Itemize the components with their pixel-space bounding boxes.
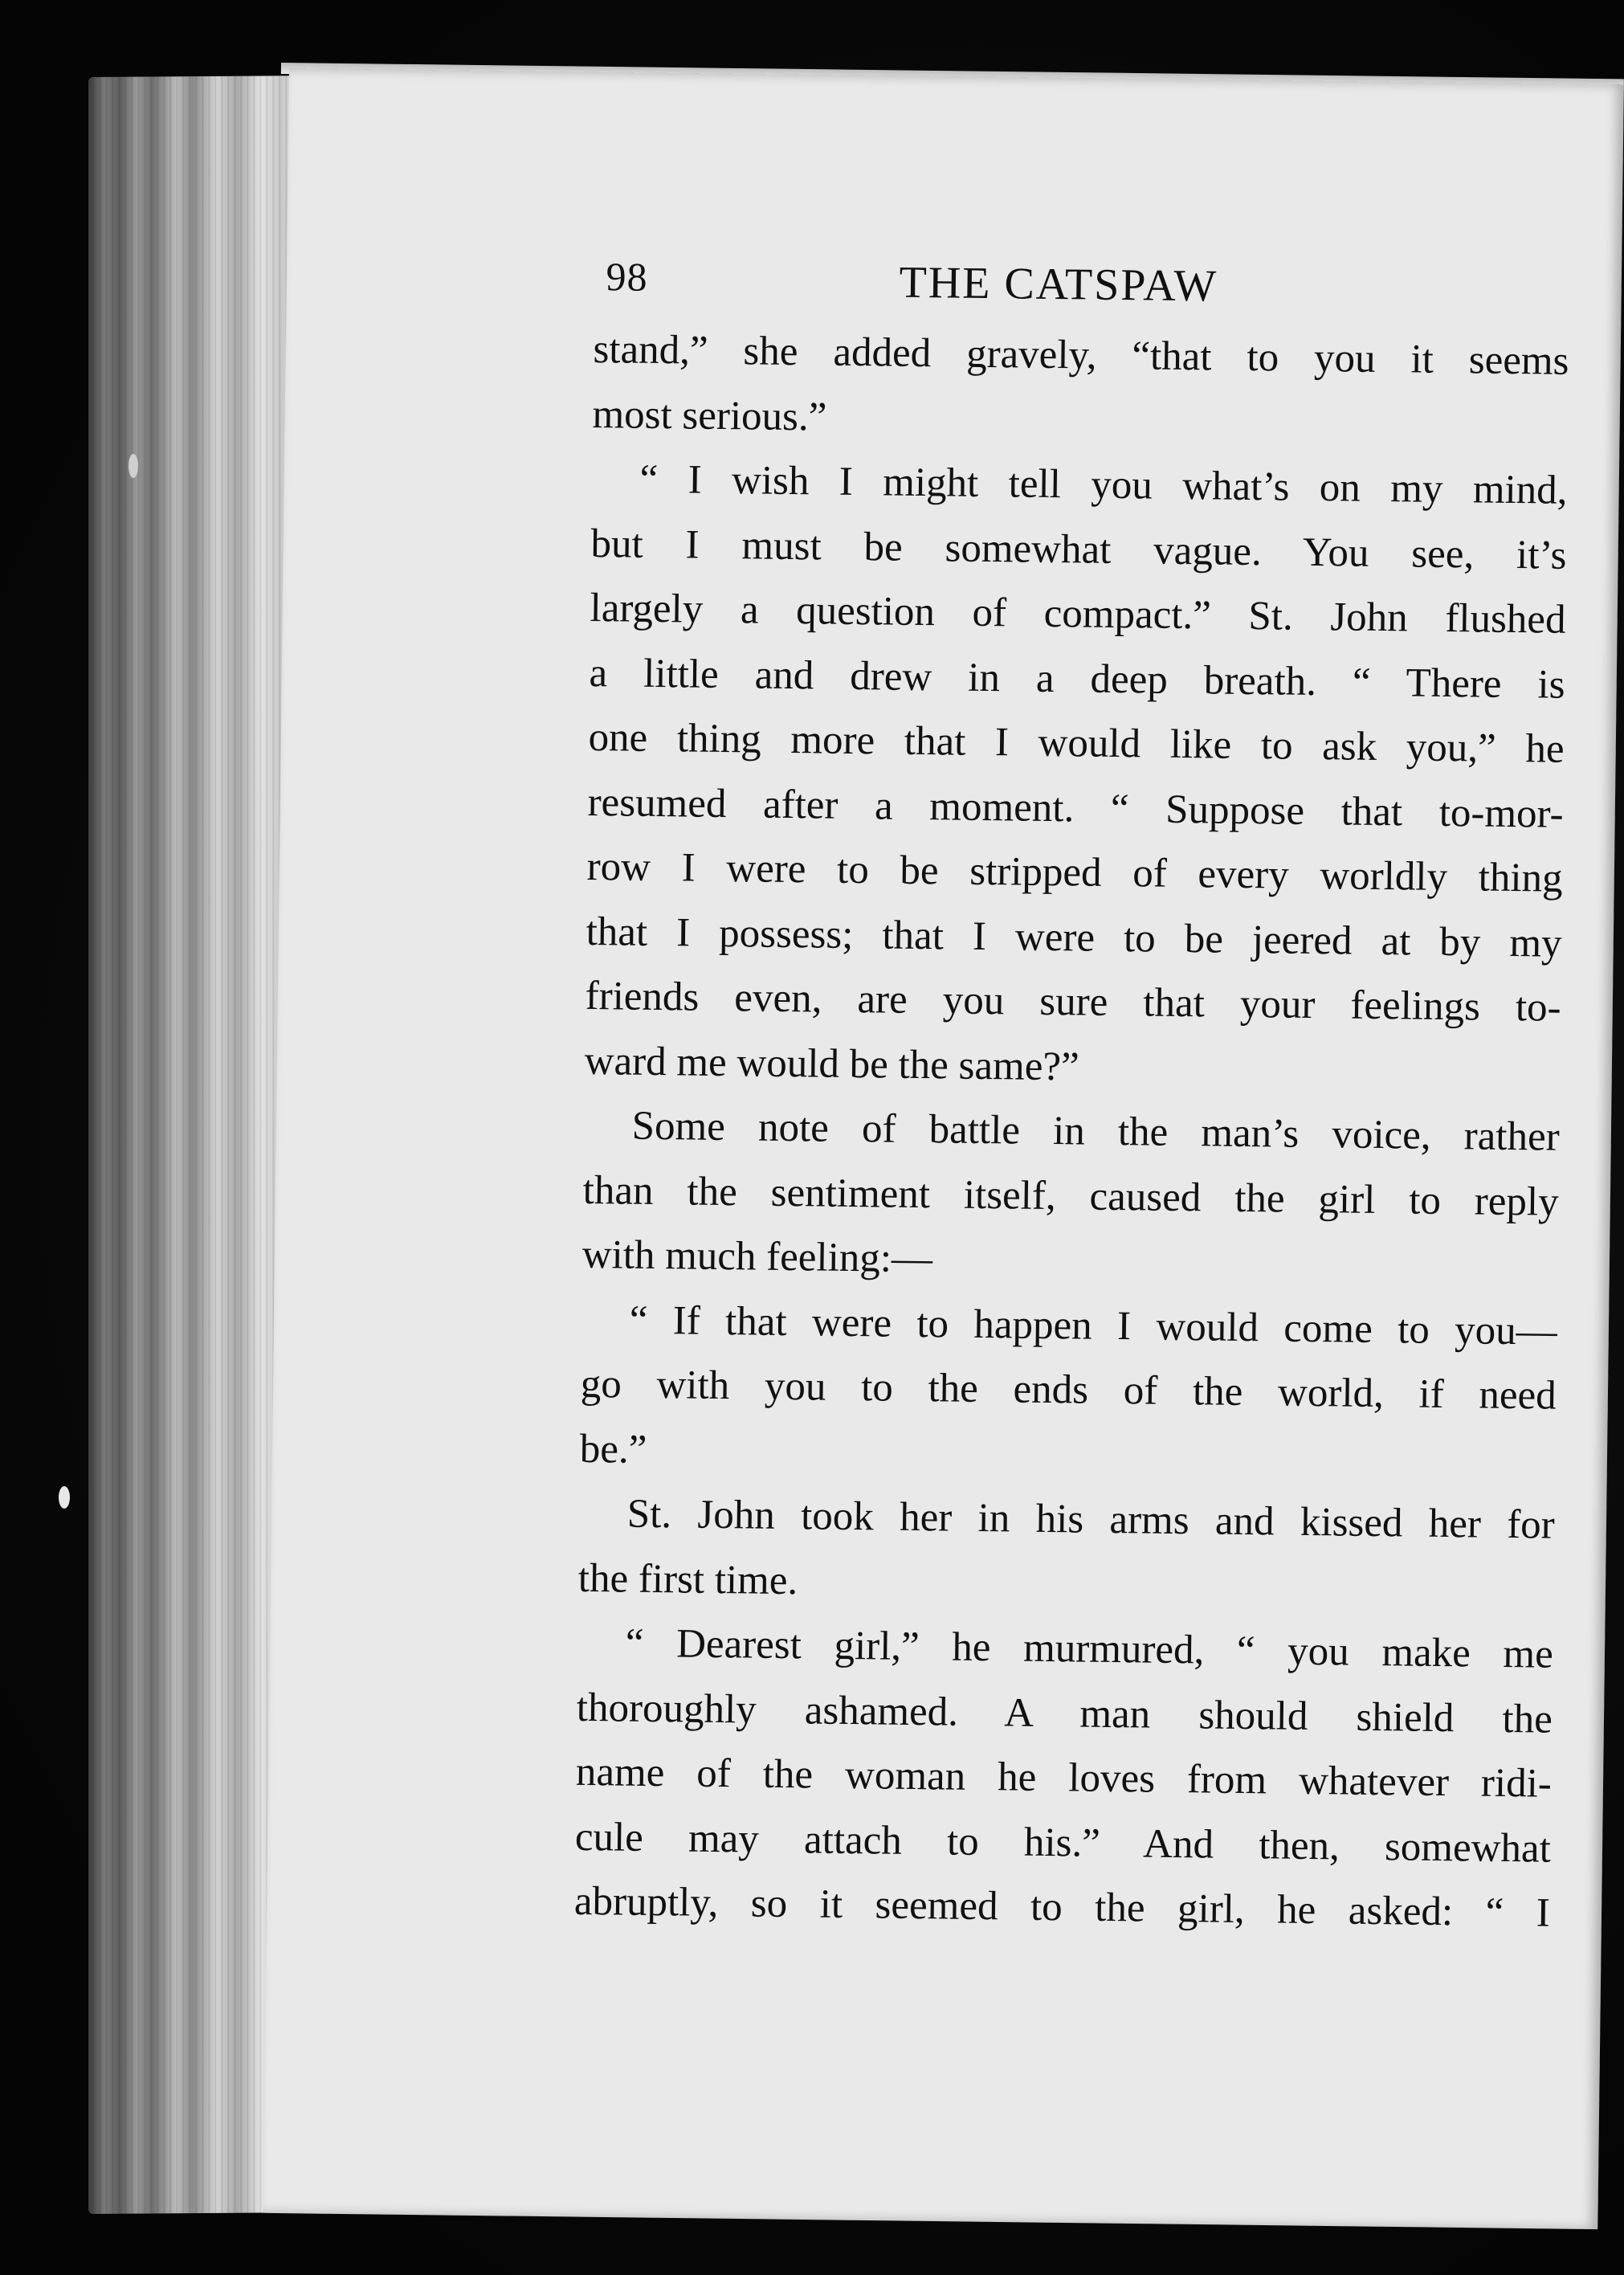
page-number: 98 [606, 254, 648, 300]
text-line: a little and drew in a deep breath. “ There is [589, 650, 1565, 708]
text-line: the first time. [577, 1555, 798, 1603]
text-line: cule may attach to his.” And then, somewhat [574, 1814, 1552, 1872]
text-line: ward me would be the same?” [584, 1038, 1080, 1089]
running-head [594, 253, 1570, 329]
text-line: but I must be somewhat vague. You see, it’s [590, 521, 1567, 578]
text-line: St. John took her in his arms and kissed her for [626, 1491, 1556, 1548]
text-line: friends even, are you sure that your feelings to- [585, 973, 1561, 1031]
text-line: largely a question of compact.” St. John flushed [590, 585, 1566, 643]
text-line: than the sentiment itself, caused the girl to reply [582, 1167, 1560, 1225]
text-line: Some note of battle in the man’s voice, rather [631, 1103, 1560, 1160]
text-line: that I possess; that I were to be jeered at by my [586, 909, 1562, 966]
dust-speck [129, 454, 138, 478]
text-line: be.” [579, 1426, 647, 1472]
text-line: resumed after a moment. “ Suppose that to-mor- [587, 779, 1564, 837]
text-line: name of the woman he loves from whatever ridi- [575, 1749, 1553, 1807]
text-line: “ If that were to happen I would come to you— [629, 1297, 1558, 1354]
dust-speck [59, 1486, 70, 1509]
body-text [573, 317, 1569, 1946]
running-title: THE CATSPAW [899, 257, 1218, 312]
text-line: “ Dearest girl,” he murmured, “ you make me [625, 1620, 1554, 1677]
text-line: most serious.” [592, 391, 827, 440]
text-line: stand,” she added gravely, “that to you it seems [593, 326, 1569, 384]
text-line: one thing more that I would like to ask you,” he [588, 714, 1565, 772]
page-text [573, 253, 1569, 1946]
text-line: abruptly, so it seemed to the girl, he asked: “ I [573, 1878, 1551, 1936]
text-line: “ I wish I might tell you what’s on my mind, [639, 456, 1568, 513]
text-line: with much feeling:— [581, 1231, 933, 1282]
text-line: thoroughly ashamed. A man should shield the [576, 1685, 1553, 1742]
text-line: go with you to the ends of the world, if need [580, 1361, 1557, 1419]
text-line: row I were to be stripped of every worldly thing [586, 843, 1563, 901]
